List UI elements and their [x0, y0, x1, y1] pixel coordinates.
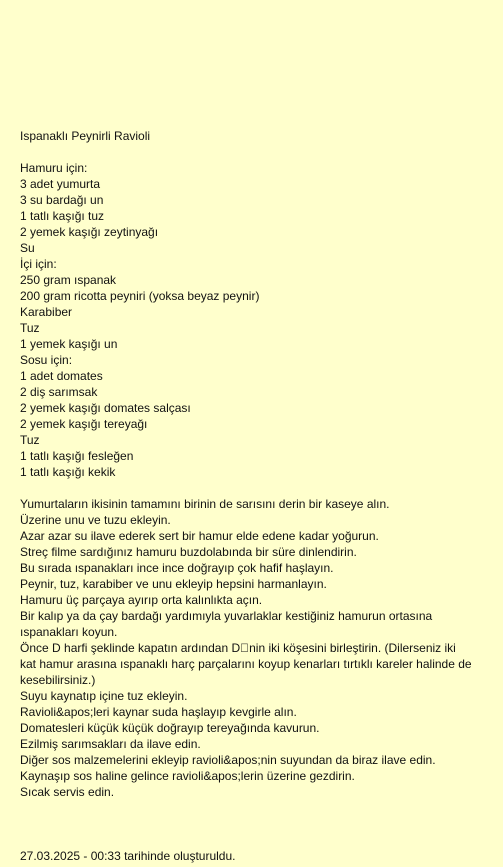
- ingredient-line: Su: [20, 241, 35, 255]
- step-line: Peynir, tuz, karabiber ve unu ekleyip hepsini harmanlayın.: [20, 577, 327, 591]
- created-timestamp: 27.03.2025 - 00:33 tarihinde oluşturuldu.: [20, 849, 236, 863]
- step-line: Hamuru üç parçaya ayırıp orta kalınlıkta açın.: [20, 593, 263, 607]
- step-line: Diğer sos malzemelerini ekleyip ravioli&apos;nin suyundan da biraz ilave edin.: [20, 753, 436, 767]
- step-line: Suyu kaynatıp içine tuz ekleyin.: [20, 689, 188, 703]
- step-line: Azar azar su ilave ederek sert bir hamur elde edene kadar yoğurun.: [20, 529, 379, 543]
- recipe-document: [20, 128, 475, 800]
- ingredient-line: 2 yemek kaşığı domates salçası: [20, 401, 191, 415]
- ingredient-line: 1 yemek kaşığı un: [20, 337, 118, 351]
- step-line: Streç filme sardığınız hamuru buzdolabında bir süre dinlendirin.: [20, 545, 357, 559]
- recipe-title: Ispanaklı Peynirli Ravioli: [20, 129, 151, 143]
- ingredient-line: Karabiber: [20, 305, 73, 319]
- ingredient-line: 1 tatlı kaşığı kekik: [20, 465, 116, 479]
- ingredient-line: 3 su bardağı un: [20, 193, 104, 207]
- ingredient-line: Tuz: [20, 321, 40, 335]
- step-line: Domatesleri küçük küçük doğrayıp tereyağında kavurun.: [20, 721, 320, 735]
- ingredient-line: 3 adet yumurta: [20, 177, 101, 191]
- step-line: Kaynaşıp sos haline gelince ravioli&apos;lerin üzerine gezdirin.: [20, 769, 355, 783]
- ingredient-line: 1 tatlı kaşığı fesleğen: [20, 449, 134, 463]
- ingredients-list: [20, 160, 475, 480]
- ingredient-line: 2 diş sarımsak: [20, 385, 98, 399]
- step-line: Bu sırada ıspanakları ince ince doğrayıp çok hafif haşlayın.: [20, 561, 334, 575]
- step-line: Yumurtaların ikisinin tamamını birinin de sarısını derin bir kaseye alın.: [20, 497, 390, 511]
- spacer: [20, 480, 475, 496]
- ingredient-line: Sosu için:: [20, 353, 73, 367]
- steps-list: [20, 496, 475, 800]
- step-line: Sıcak servis edin.: [20, 785, 115, 799]
- step-line: Önce D harfi şeklinde kapatın ardından D nin iki köşesini birleştirin. (Dilerseniz iki kat hamur arasına ıspanaklı harç parçalarını koyup kenarları tırtıklı kareler halinde de kesebilirsiniz.): [20, 641, 472, 687]
- step-line: Bir kalıp ya da çay bardağı yardımıyla yuvarlaklar kestiğiniz hamurun ortasına ıspanakları koyun.: [20, 609, 433, 639]
- ingredient-line: 2 yemek kaşığı tereyağı: [20, 417, 148, 431]
- ingredient-line: 2 yemek kaşığı zeytinyağı: [20, 225, 159, 239]
- ingredient-line: İçi için:: [20, 257, 57, 271]
- ingredient-line: Tuz: [20, 433, 40, 447]
- step-line: Üzerine unu ve tuzu ekleyin.: [20, 513, 171, 527]
- step-line: Ravioli&apos;leri kaynar suda haşlayıp kevgirle alın.: [20, 705, 297, 719]
- ingredient-line: Hamuru için:: [20, 161, 88, 175]
- ingredient-line: 200 gram ricotta peyniri (yoksa beyaz peynir): [20, 289, 260, 303]
- ingredient-line: 1 tatlı kaşığı tuz: [20, 209, 105, 223]
- spacer: [20, 144, 475, 160]
- ingredient-line: 1 adet domates: [20, 369, 103, 383]
- ingredient-line: 250 gram ıspanak: [20, 273, 117, 287]
- step-line: Ezilmiş sarımsakları da ilave edin.: [20, 737, 201, 751]
